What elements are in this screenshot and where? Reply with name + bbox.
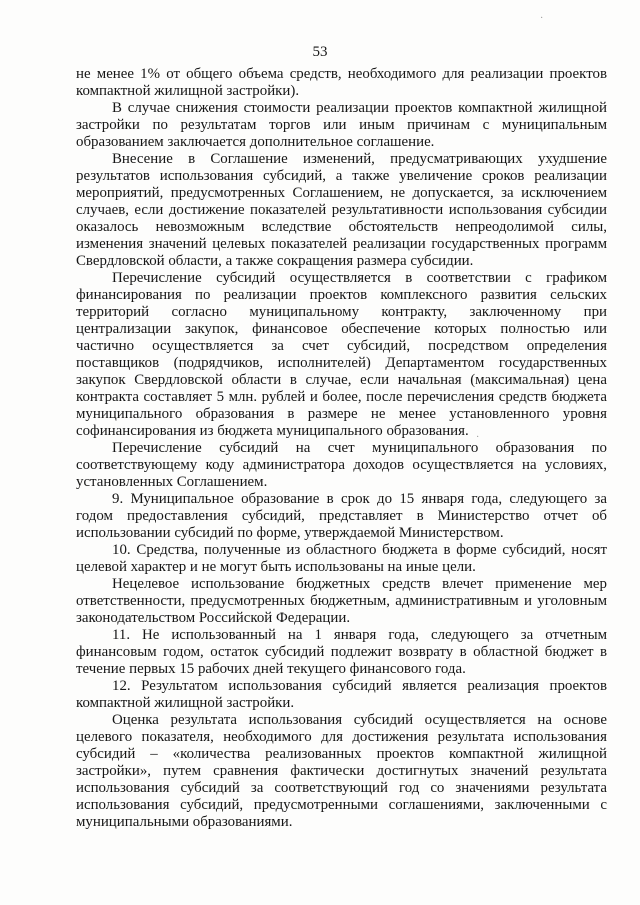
paragraph-result-evaluation: Оценка результата использования субсидий осуществляется на основе целевого показателя, необходимого для достижения результата использования субсидий – «количества реализованных проектов компактной жилищной застройки», путем сравнения фактически достигнутых значений результата использования субсидий за соответствующий год со значениями результата использования субсидий, предусмотренными соглашениями, заключенными с муниципальными образованиями.	[76, 712, 607, 830]
scan-speck: ·	[540, 13, 544, 24]
paragraph-additional-agreement: В случае снижения стоимости реализации проектов компактной жилищной застройки по результатам торгов или иным причинам с муниципальным образованием заключается дополнительное соглашение.	[76, 100, 607, 150]
paragraph-item-10: 10. Средства, полученные из областного бюджета в форме субсидий, носят целевой характер и не могут быть использованы на иные цели.	[76, 542, 607, 575]
paragraph-item-9: 9. Муниципальное образование в срок до 15 января года, следующего за годом предоставления субсидий, представляет в Министерство отчет об использовании субсидий по форме, утверждаемой Министерством.	[76, 491, 607, 541]
paragraph-transfer-schedule: Перечисление субсидий осуществляется в соответствии с графиком финансирования по реализации проектов комплексного развития сельских территорий согласно муниципальному контракту, заключенному при централизации закупок, финансовое обеспечение которых полностью или частично осуществляется за счет субсидий, посредством определения поставщиков (подрядчиков, исполнителей) Департаментом государственных закупок Свердловской области в случае, если начальная (максимальная) цена контракта составляет 5 млн. рублей и более, после перечисления средств бюджета муниципального образования в размере не менее установленного уровня софинансирования из бюджета муниципального образования.	[76, 270, 607, 439]
scan-speck: ·	[476, 432, 480, 443]
paragraph-transfer-account: Перечисление субсидий на счет муниципального образования по соответствующему коду администратора доходов осуществляется на условиях, установленных Соглашением.	[76, 440, 607, 490]
paragraph-item-12: 12. Результатом использования субсидий является реализация проектов компактной жилищной застройки.	[76, 678, 607, 711]
page-number: 53	[312, 44, 328, 60]
paragraph-misuse-liability: Нецелевое использование бюджетных средств влечет применение мер ответственности, предусмотренных бюджетным, административным и уголовным законодательством Российской Федерации.	[76, 576, 607, 626]
paragraph-agreement-changes: Внесение в Соглашение изменений, предусматривающих ухудшение результатов использования субсидий, а также увеличение сроков реализации мероприятий, предусмотренных Соглашением, не допускается, за исключением случаев, если достижение показателей результативности использования субсидии оказалось невозможным вследствие обстоятельств непреодолимой силы, изменения значений целевых показателей реализации государственных программ Свердловской области, а также сокращения размера субсидии.	[76, 151, 607, 269]
document-body	[76, 66, 607, 831]
paragraph-continuation: не менее 1% от общего объема средств, необходимого для реализации проектов компактной жилищной застройки).	[76, 66, 607, 99]
paragraph-item-11: 11. Не использованный на 1 января года, следующего за отчетным финансовым годом, остаток субсидий подлежит возврату в областной бюджет в течение первых 15 рабочих дней текущего финансового года.	[76, 627, 607, 677]
